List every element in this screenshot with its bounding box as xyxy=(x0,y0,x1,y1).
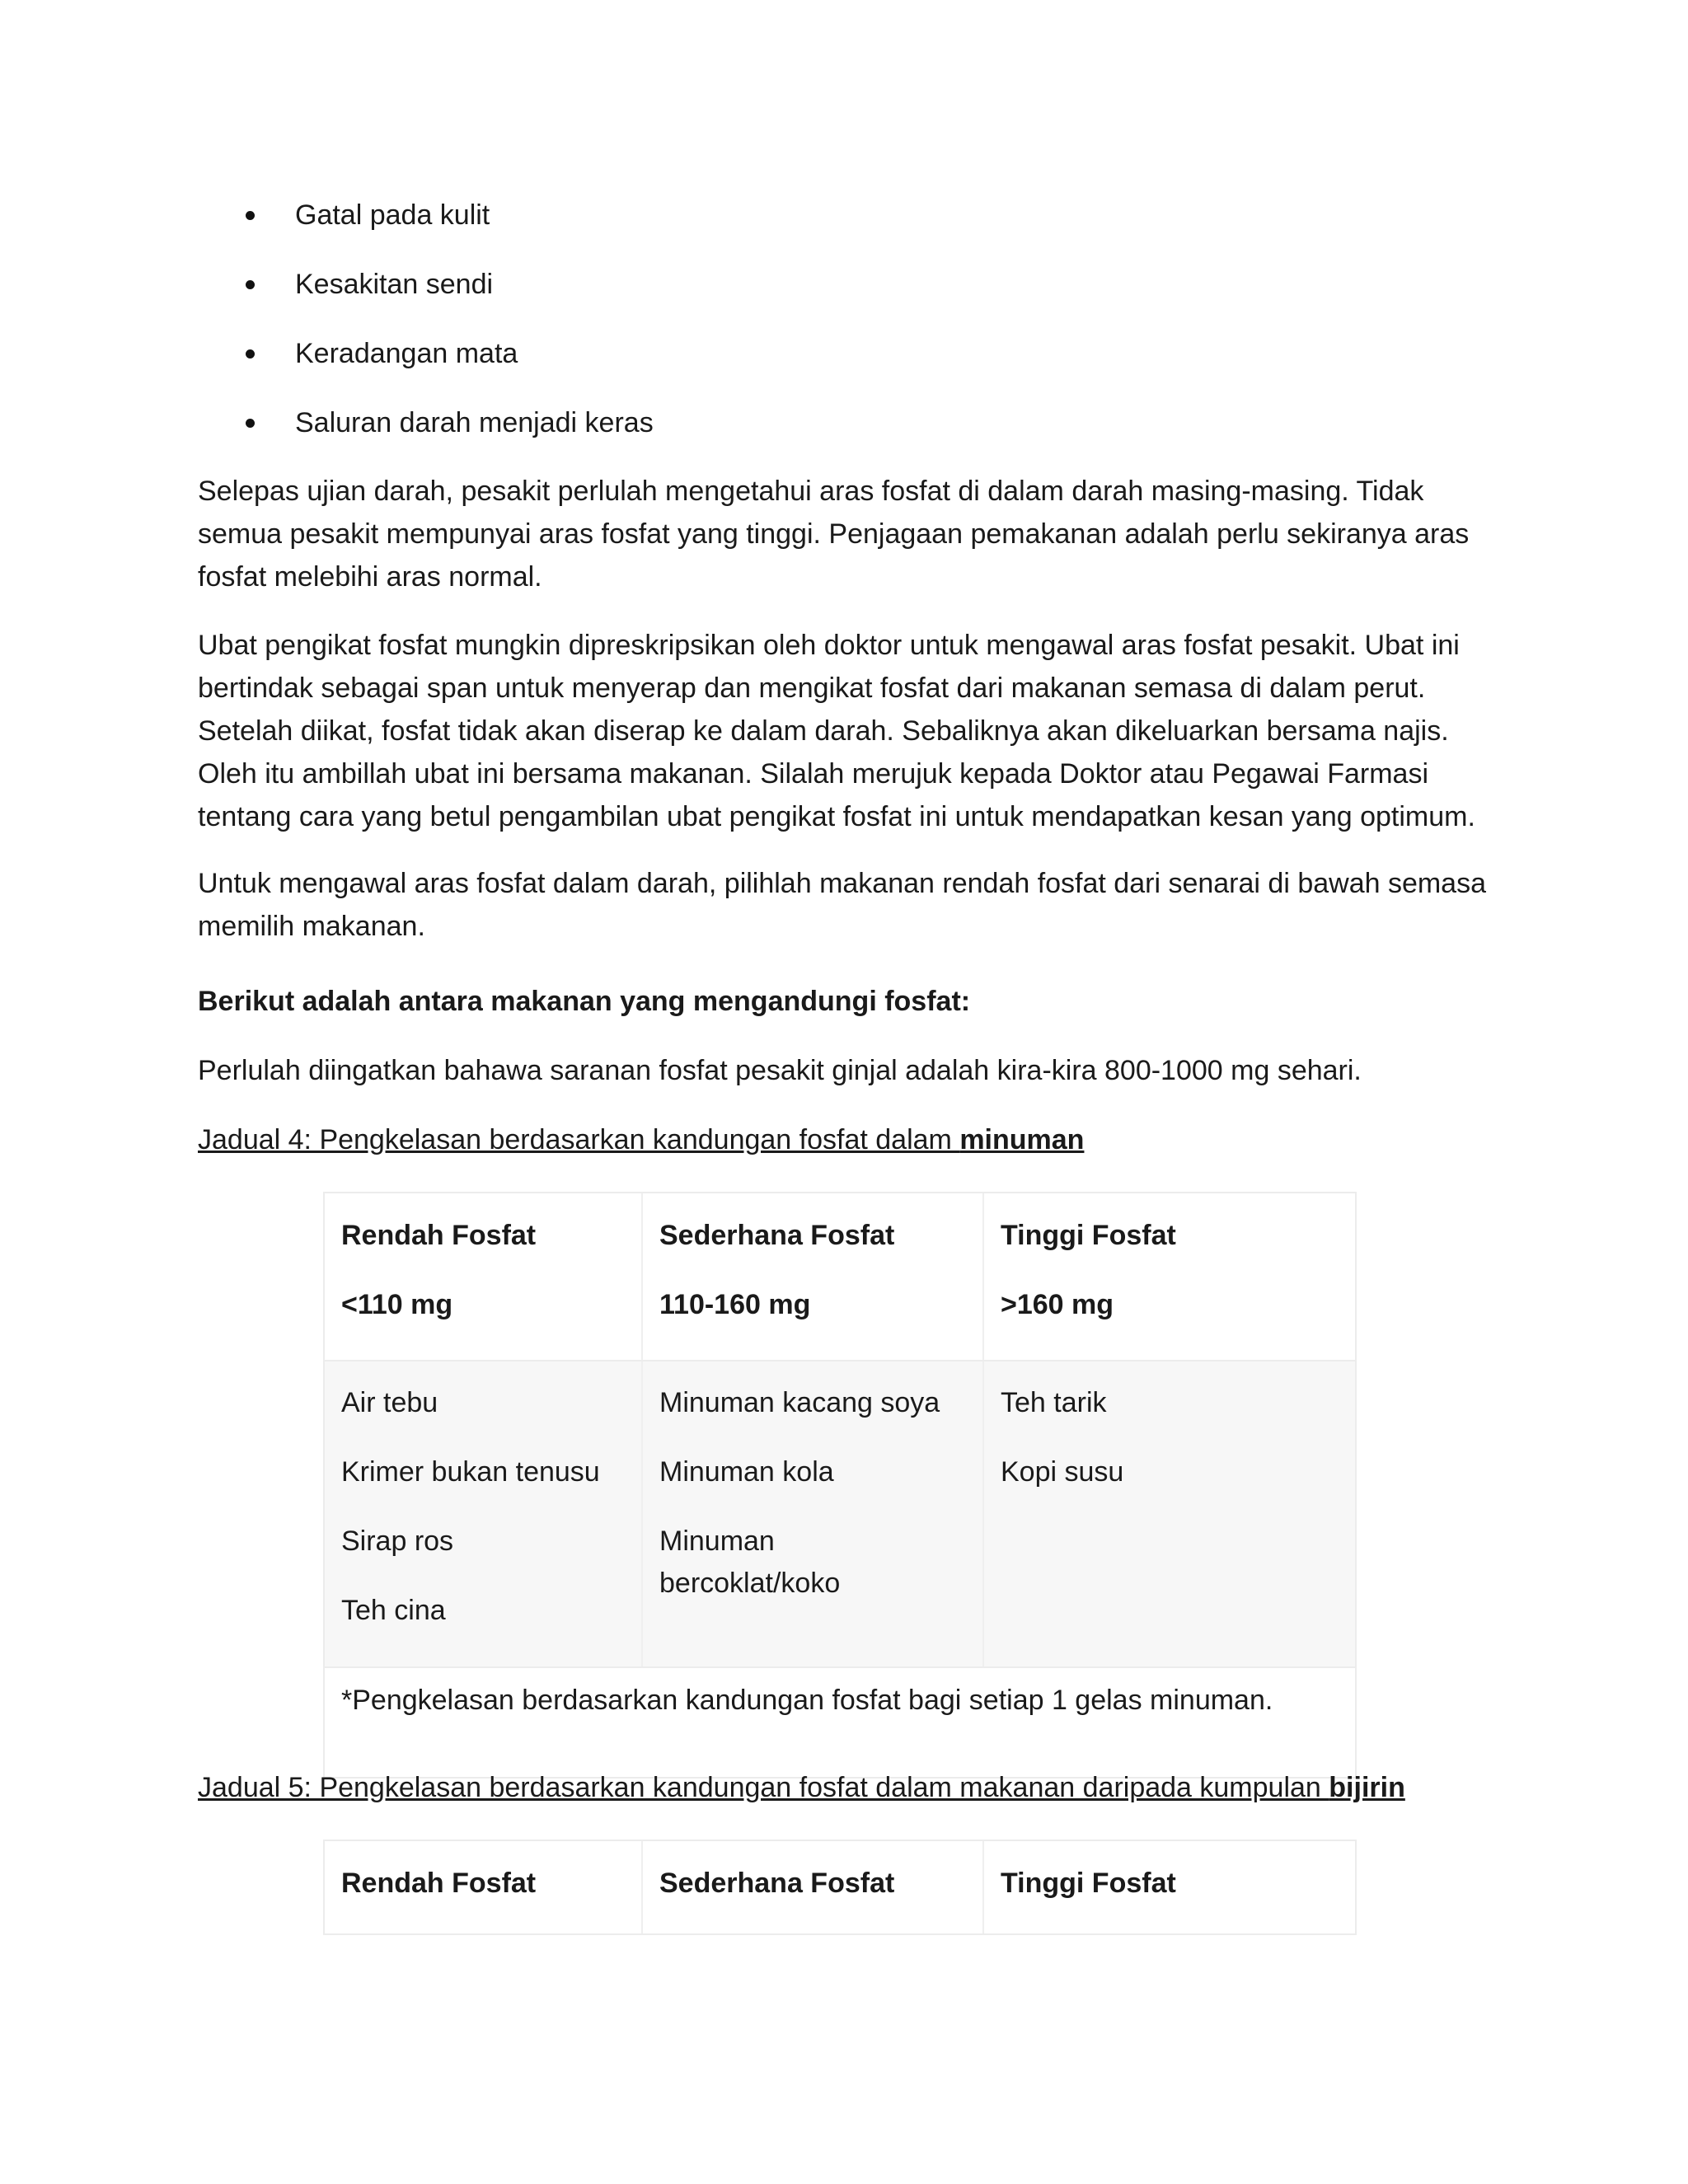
bullet-icon xyxy=(246,419,255,428)
header-cell-high: Tinggi Fosfat xyxy=(1001,1868,1176,1899)
table-footnote: *Pengkelasan berdasarkan kandungan fosfat bagi setiap 1 gelas minuman. xyxy=(341,1685,1273,1716)
paragraph-low-phosphate-choice: Untuk mengawal aras fosfat dalam darah, pilihlah makanan rendah fosfat dari senarai di bawah semasa memilih makanan. xyxy=(198,868,1487,942)
header-cell-low: Rendah Fosfat xyxy=(325,1841,643,1933)
document-page: Gatal pada kulit Kesakitan sendi Keradangan mata Saluran darah menjadi keras Selepas ujian darah, pesakit perlulah mengetahui aras fosfat di dalam darah masing-masing. Tidak semua pesakit mempunyai aras fosfat yang tinggi. Penjagaan pemakanan adalah perlu sekiranya aras fosfat melebihi aras normal. Ubat pengikat fosfat mungkin dipreskripsikan oleh doktor untuk mengawal aras fosfat pesakit. Ubat ini bertindak sebagai span untuk menyerap dan mengikat fosfat dari makanan semasa di dalam perut. Setelah diikat, fosfat tidak akan diserap ke dalam darah. Sebaliknya akan dikeluarkan bersama najis. Oleh itu ambillah ubat ini bersama makanan. Silalah merujuk kepada Doktor atau Pegawai Farmasi tentang cara yang betul pengambilan ubat pengikat fosfat ini untuk mendapatkan kesan yang optimum. Untuk mengawal aras fosfat dalam darah, pilihlah makanan rendah fosfat dari senarai di bawah semasa memilih makanan. Berikut adalah antara makanan yang mengandungi fosfat: Perlulah diingatkan bahawa saranan fosfat pesakit ginjal adalah kira-kira 800-1000 mg sehari. Jadual 4: Pengkelasan berdasarkan kandungan fosfat dalam minuman Rendah Fosfat <110 mg Sederhana Fosfat 110-160 mg Tinggi Fosfat >160 mg Air tebu Krimer bukan tenusu Sirap ros Teh cina Minuman kacang soya Minuman kola Minuman bercoklat/koko Teh tarik Kopi susu *Pengkelasan berdasarkan kandungan fosfat bagi setiap 1 gelas minuman. Jadual 5: Pengkelasan berdasarkan kandungan fosfat dalam makanan daripada kumpulan bijirin Rendah Fosfat Sederhana Fosfat Tinggi Fosfat xyxy=(0,0,1688,2184)
table-header-row xyxy=(325,1193,1355,1360)
section-heading: Berikut adalah antara makanan yang mengandungi fosfat: xyxy=(198,986,971,1017)
header-cell-high: Tinggi Fosfat >160 mg xyxy=(1001,1220,1176,1320)
header-cell-low: Rendah Fosfat <110 mg xyxy=(325,1193,643,1360)
recommendation-text: Perlulah diingatkan bahawa saranan fosfat pesakit ginjal adalah kira-kira 800-1000 mg sehari. xyxy=(198,1055,1362,1086)
cell-medium-items: Minuman kacang soya Minuman kola Minuman bercoklat/koko xyxy=(643,1361,984,1666)
table-row xyxy=(325,1360,1355,1668)
paragraph-phosphate-binder: Ubat pengikat fosfat mungkin dipreskripsikan oleh doktor untuk mengawal aras fosfat pesakit. Ubat ini bertindak sebagai span untuk menyerap dan mengikat fosfat dari makanan semasa di dalam perut. Setelah diikat, fosfat tidak akan diserap ke dalam darah. Sebaliknya akan dikeluarkan bersama najis. Oleh itu ambillah ubat ini bersama makanan. Silalah merujuk kepada Doktor atau Pegawai Farmasi tentang cara yang betul pengambilan ubat pengikat fosfat ini untuk mendapatkan kesan yang optimum. xyxy=(198,630,1475,832)
bullet-icon xyxy=(246,349,255,359)
table-caption-4: Jadual 4: Pengkelasan berdasarkan kandungan fosfat dalam minuman xyxy=(198,1124,1085,1155)
table-header-row xyxy=(325,1841,1355,1933)
bullet-icon xyxy=(246,211,255,220)
table-caption-5: Jadual 5: Pengkelasan berdasarkan kandungan fosfat dalam makanan daripada kumpulan bijirin xyxy=(198,1772,1405,1803)
cell-high-items: Teh tarik Kopi susu xyxy=(1001,1387,1124,1488)
phosphate-cereal-table xyxy=(323,1840,1357,1935)
phosphate-drinks-table xyxy=(323,1192,1357,1779)
bullet-icon xyxy=(246,280,255,289)
paragraph-blood-test: Selepas ujian darah, pesakit perlulah mengetahui aras fosfat di dalam darah masing-masing. Tidak semua pesakit mempunyai aras fosfat yang tinggi. Penjagaan pemakanan adalah perlu sekiranya aras fosfat melebihi aras normal. xyxy=(198,476,1470,593)
header-cell-medium: Sederhana Fosfat xyxy=(643,1841,984,1933)
header-cell-medium: Sederhana Fosfat 110-160 mg xyxy=(643,1193,984,1360)
cell-low-items: Air tebu Krimer bukan tenusu Sirap ros Teh cina xyxy=(325,1361,643,1666)
table-footnote-row xyxy=(325,1665,1355,1777)
